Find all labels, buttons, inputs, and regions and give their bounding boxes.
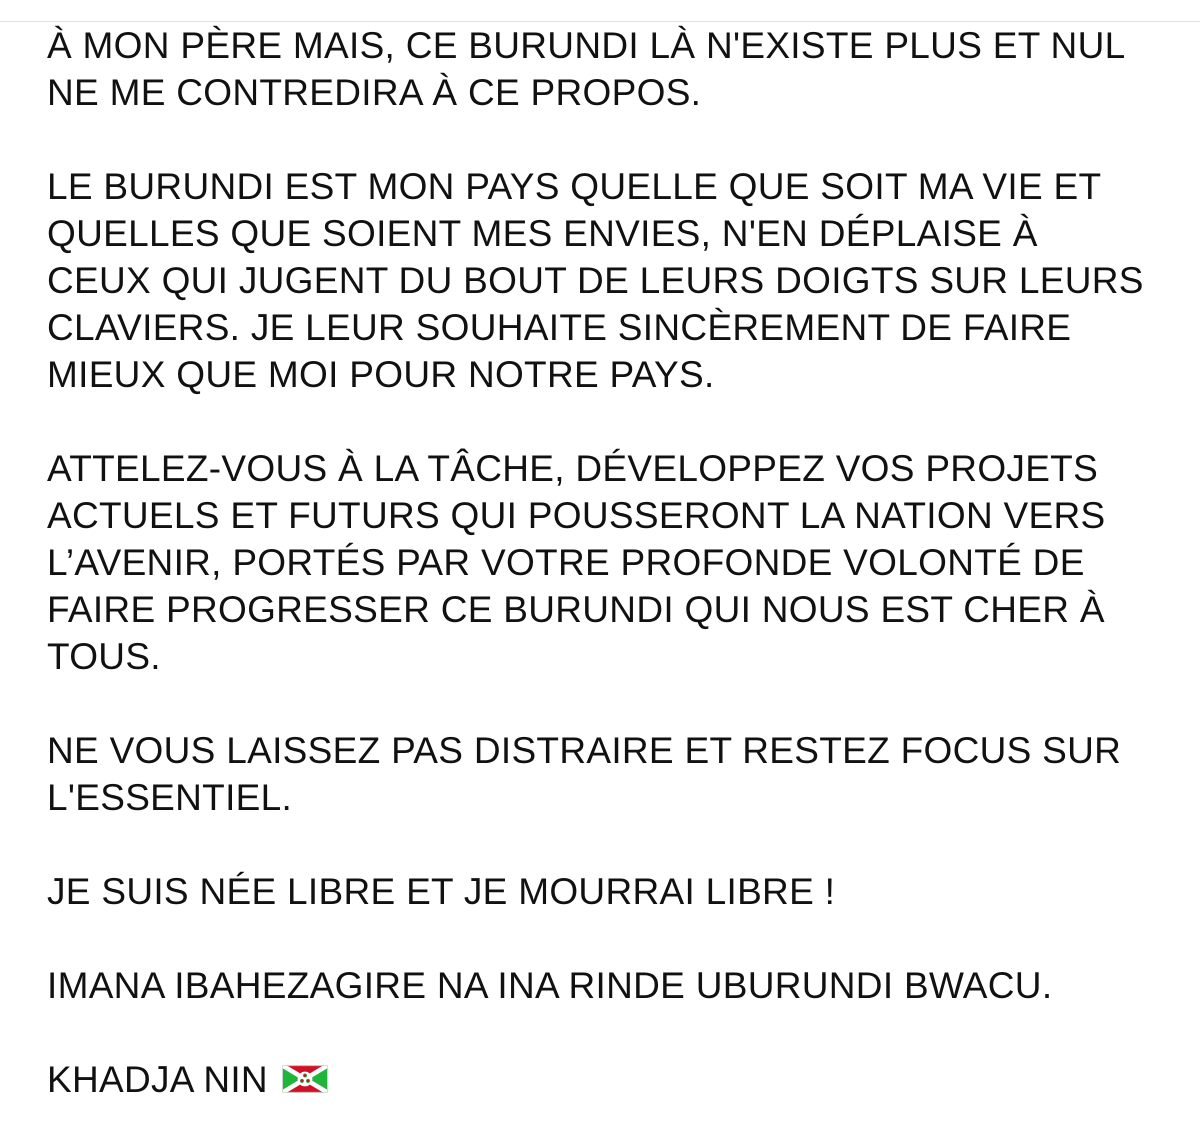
paragraph-line: TOUS. bbox=[47, 636, 161, 677]
paragraph-6 bbox=[47, 962, 1187, 1009]
paragraph-line: JE SUIS NÉE LIBRE ET JE MOURRAI LIBRE ! bbox=[47, 871, 836, 912]
paragraph-line: MIEUX QUE MOI POUR NOTRE PAYS. bbox=[47, 354, 715, 395]
paragraph-2 bbox=[47, 163, 1187, 398]
paragraph-line: CLAVIERS. JE LEUR SOUHAITE SINCÈREMENT DE FAIRE bbox=[47, 307, 1072, 348]
paragraph-line: L'ESSENTIEL. bbox=[47, 777, 293, 818]
paragraph-line: NE VOUS LAISSEZ PAS DISTRAIRE ET RESTEZ FOCUS SUR bbox=[47, 730, 1122, 771]
paragraph-line: FAIRE PROGRESSER CE BURUNDI QUI NOUS EST CHER À bbox=[47, 589, 1105, 630]
paragraph-line: ACTUELS ET FUTURS QUI POUSSERONT LA NATION VERS bbox=[47, 495, 1106, 536]
paragraph-line: NE ME CONTREDIRA À CE PROPOS. bbox=[47, 72, 702, 113]
paragraph-1 bbox=[47, 22, 1187, 116]
paragraph-line: QUELLES QUE SOIENT MES ENVIES, N'EN DÉPLAISE À bbox=[47, 213, 1038, 254]
paragraph-line: À MON PÈRE MAIS, CE BURUNDI LÀ N'EXISTE PLUS ET NUL bbox=[47, 25, 1126, 66]
paragraph-4 bbox=[47, 727, 1187, 821]
paragraph-line: L’AVENIR, PORTÉS PAR VOTRE PROFONDE VOLONTÉ DE bbox=[47, 542, 1085, 583]
burundi-flag-icon bbox=[282, 1064, 328, 1094]
paragraph-5 bbox=[47, 868, 1187, 915]
paragraph-line: ATTELEZ-VOUS À LA TÂCHE, DÉVELOPPEZ VOS PROJETS bbox=[47, 448, 1099, 489]
paragraph-line: IMANA IBAHEZAGIRE NA INA RINDE UBURUNDI BWACU. bbox=[47, 965, 1053, 1006]
signature-name: KHADJA NIN bbox=[47, 1059, 268, 1100]
paragraph-line: CEUX QUI JUGENT DU BOUT DE LEURS DOIGTS SUR LEURS bbox=[47, 260, 1144, 301]
post-body bbox=[47, 22, 1187, 1103]
paragraph-line: LE BURUNDI EST MON PAYS QUELLE QUE SOIT MA VIE ET bbox=[47, 166, 1102, 207]
signature bbox=[47, 1056, 1187, 1103]
paragraph-3 bbox=[47, 445, 1187, 680]
